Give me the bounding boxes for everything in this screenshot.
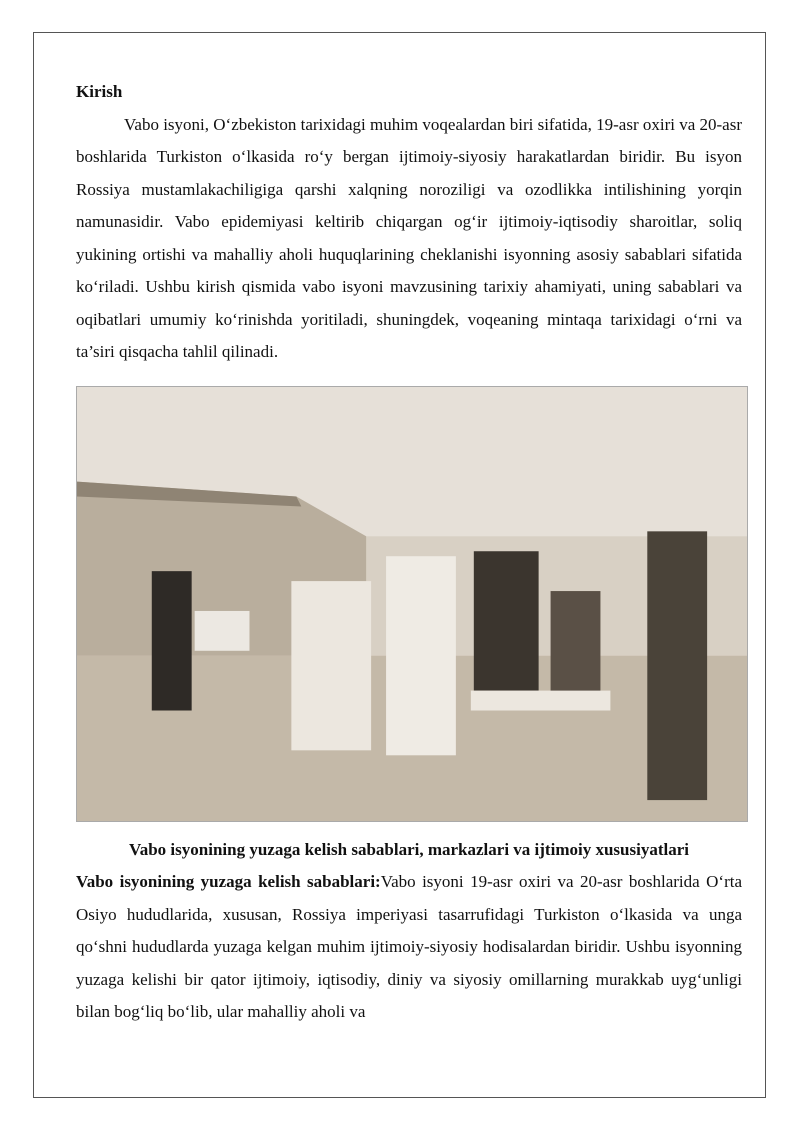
section-title: Kirish [76, 82, 123, 101]
historical-photograph [76, 386, 748, 822]
subsection-title: Vabo isyonining yuzaga kelish sabablari, markazlari va ijtimoiy xususiyatlari [129, 839, 689, 859]
causes-paragraph [76, 866, 742, 1029]
intro-paragraph: Vabo isyoni, O‘zbekiston tarixidagi muhim voqealardan biri sifatida, 19-asr oxiri va 20-asr boshlarida Turkiston o‘lkasida ro‘y bergan ijtimoiy-siyosiy harakatlardan biridir. Bu isyon Rossiya mustamlakachiligiga qarshi xalqning noroziligi va ozodlikka intilishining yorqin namunasidir. Vabo epidemiyasi keltirib chiqargan og‘ir ijtimoiy-iqtisodiy sharoitlar, soliq yukining ortishi va mahalliy aholi huquqlarining cheklanishi isyonning asosiy sabablari sifatida ko‘riladi. Ushbu kirish qismida vabo isyoni mavzusining tarixiy ahamiyati, uning sabablari va oqibatlari umumiy ko‘rinishda yoritiladi, shuningdek, voqeaning mintaqa tarixidagi o‘rni va ta’siri qisqacha tahlil qilinadi. [76, 114, 742, 361]
causes-text: Vabo isyoni 19-asr oxiri va 20-asr boshlarida O‘rta Osiyo hududlarida, xususan, Rossiya imperiyasi tasarrufidagi Turkiston o‘lkasida va unga qo‘shni hududlarda yuzaga kelgan muhim ijtimoiy-siyosiy hodisalardan biridir. Ushbu isyonning yuzaga kelishi bir qator ijtimoiy, iqtisodiy, diniy va siyosiy omillarning murakkab uyg‘unligi bilan bog‘liq bo‘lib, ular mahalliy aholi va [76, 872, 742, 1021]
document-body [76, 76, 742, 1029]
causes-lead: Vabo isyonining yuzaga kelish sabablari: [76, 872, 381, 891]
